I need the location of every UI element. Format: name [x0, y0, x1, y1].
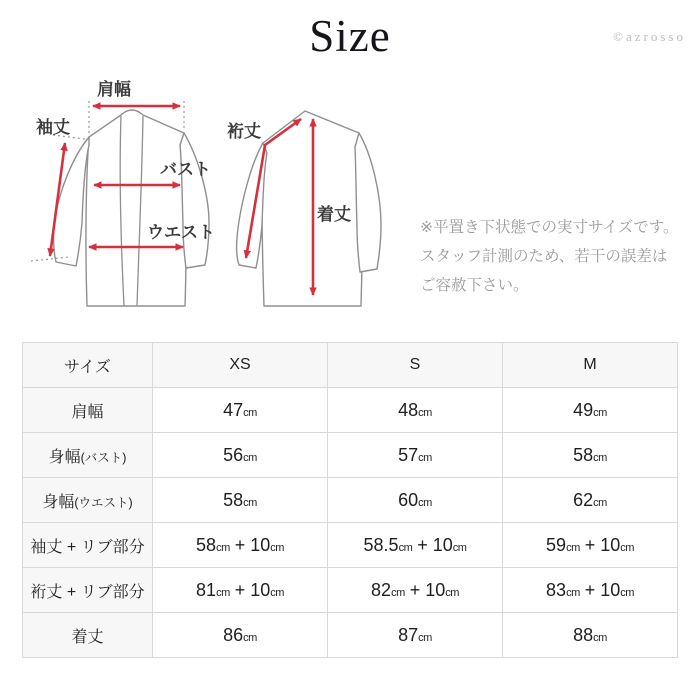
brand-watermark: ©azrosso [613, 29, 686, 44]
coat-front-right-sleeve [180, 133, 209, 268]
value-cell: 47cm [153, 388, 328, 433]
table-row-bust [23, 433, 678, 478]
size-table-header-row [23, 343, 678, 388]
row-label: 肩幅 [23, 388, 153, 433]
value-cell: 58.5cm + 10cm [328, 523, 503, 568]
page-title: Size [309, 11, 391, 61]
value-cell: 57cm [328, 433, 503, 478]
note-line-2: スタッフ計測のため、若干の誤差は [420, 248, 668, 265]
row-label: 身幅(バスト) [23, 433, 153, 478]
waist-label: ウエスト [147, 223, 215, 242]
value-cell: 82cm + 10cm [328, 568, 503, 613]
value-cell: 58cm [503, 433, 678, 478]
coat-front-outline [86, 110, 186, 306]
garment-length-label: 着丈 [317, 205, 351, 224]
value-cell: 48cm [328, 388, 503, 433]
garment-front-diagram [25, 75, 225, 320]
note-line-1: ※平置き下状態での実寸サイズです。 [420, 219, 679, 236]
row-label: 袖丈 + リブ部分 [23, 523, 153, 568]
value-cell: 86cm [153, 613, 328, 658]
value-cell: 62cm [503, 478, 678, 523]
table-row-shoulder [23, 388, 678, 433]
value-cell: 88cm [503, 613, 678, 658]
garment-back-diagram [225, 75, 425, 320]
sleeve-length-label: 袖丈 [36, 118, 70, 137]
size-table [22, 342, 678, 658]
table-row-yuki [23, 568, 678, 613]
value-cell: 83cm + 10cm [503, 568, 678, 613]
bust-label: バスト [160, 160, 211, 179]
table-row-length [23, 613, 678, 658]
value-cell: 59cm + 10cm [503, 523, 678, 568]
header-m: M [503, 343, 678, 388]
header-s: S [328, 343, 503, 388]
value-cell: 81cm + 10cm [153, 568, 328, 613]
value-cell: 87cm [328, 613, 503, 658]
measurement-note [420, 213, 695, 300]
value-cell: 49cm [503, 388, 678, 433]
value-cell: 58cm [153, 478, 328, 523]
value-cell: 58cm + 10cm [153, 523, 328, 568]
row-label: 裄丈 + リブ部分 [23, 568, 153, 613]
table-row-sleeve [23, 523, 678, 568]
shoulder-width-label: 肩幅 [97, 80, 131, 99]
yuki-length-label: 裄丈 [227, 122, 261, 141]
value-cell: 56cm [153, 433, 328, 478]
note-line-3: ご容赦下さい。 [420, 277, 529, 294]
coat-front-left-sleeve [54, 137, 89, 266]
header-size: サイズ [23, 343, 153, 388]
row-label: 身幅(ウエスト) [23, 478, 153, 523]
header-xs: XS [153, 343, 328, 388]
row-label: 着丈 [23, 613, 153, 658]
coat-back-right-sleeve [355, 133, 381, 272]
value-cell: 60cm [328, 478, 503, 523]
table-row-waist [23, 478, 678, 523]
